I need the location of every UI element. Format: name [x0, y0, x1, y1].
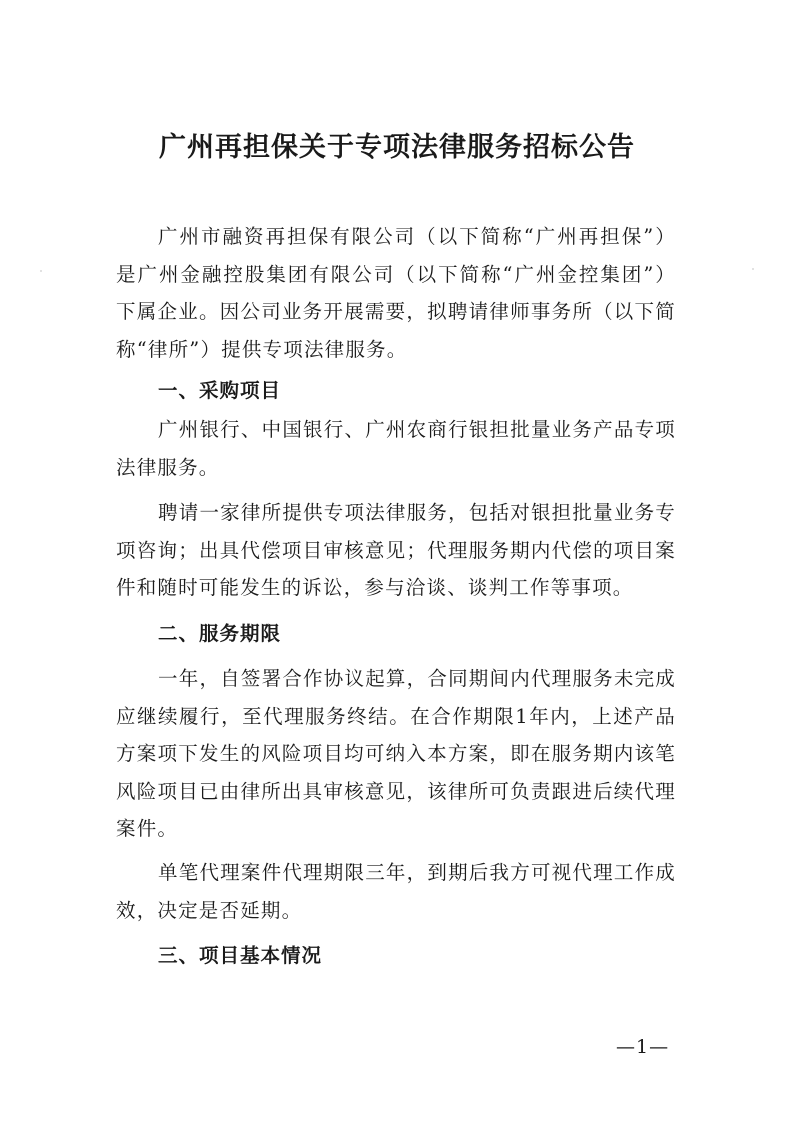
- intro-paragraph: 广州市融资再担保有限公司（以下简称“广州再担保”）是广州金融控股集团有限公司（以下简称“广州金控集团”）下属企业。因公司业务开展需要，拟聘请律师事务所（以下简称“律所”）提供专项法律服务。: [116, 225, 676, 361]
- procurement-paragraph-1: 广州银行、中国银行、广州农商行银担批量业务产品专项法律服务。: [116, 418, 676, 479]
- section-heading-procurement: 一、采购项目: [158, 379, 282, 402]
- page-number: —1—: [616, 1036, 670, 1058]
- scan-artifact: [752, 268, 754, 270]
- service-period-paragraph-2: 单笔代理案件代理期限三年，到期后我方可视代理工作成效，决定是否延期。: [116, 861, 676, 922]
- service-period-paragraph-1: 一年，自签署合作协议起算，合同期间内代理服务未完成应继续履行，至代理服务终结。在合作期限1年内，上述产品方案项下发生的风险项目均可纳入本方案，即在服务期内该笔风险项目已由律所出具审核意见，该律所可负责跟进后续代理案件。: [116, 667, 676, 840]
- document-title: 广州再担保关于专项法律服务招标公告: [159, 132, 635, 163]
- section-heading-project-overview: 三、项目基本情况: [158, 944, 323, 967]
- section-heading-service-period: 二、服务期限: [158, 622, 282, 645]
- scan-artifact: [40, 270, 42, 272]
- procurement-paragraph-2: 聘请一家律所提供专项法律服务，包括对银担批量业务专项咨询；出具代偿项目审核意见；代理服务期内代偿的项目案件和随时可能发生的诉讼，参与洽谈、谈判工作等事项。: [116, 501, 676, 599]
